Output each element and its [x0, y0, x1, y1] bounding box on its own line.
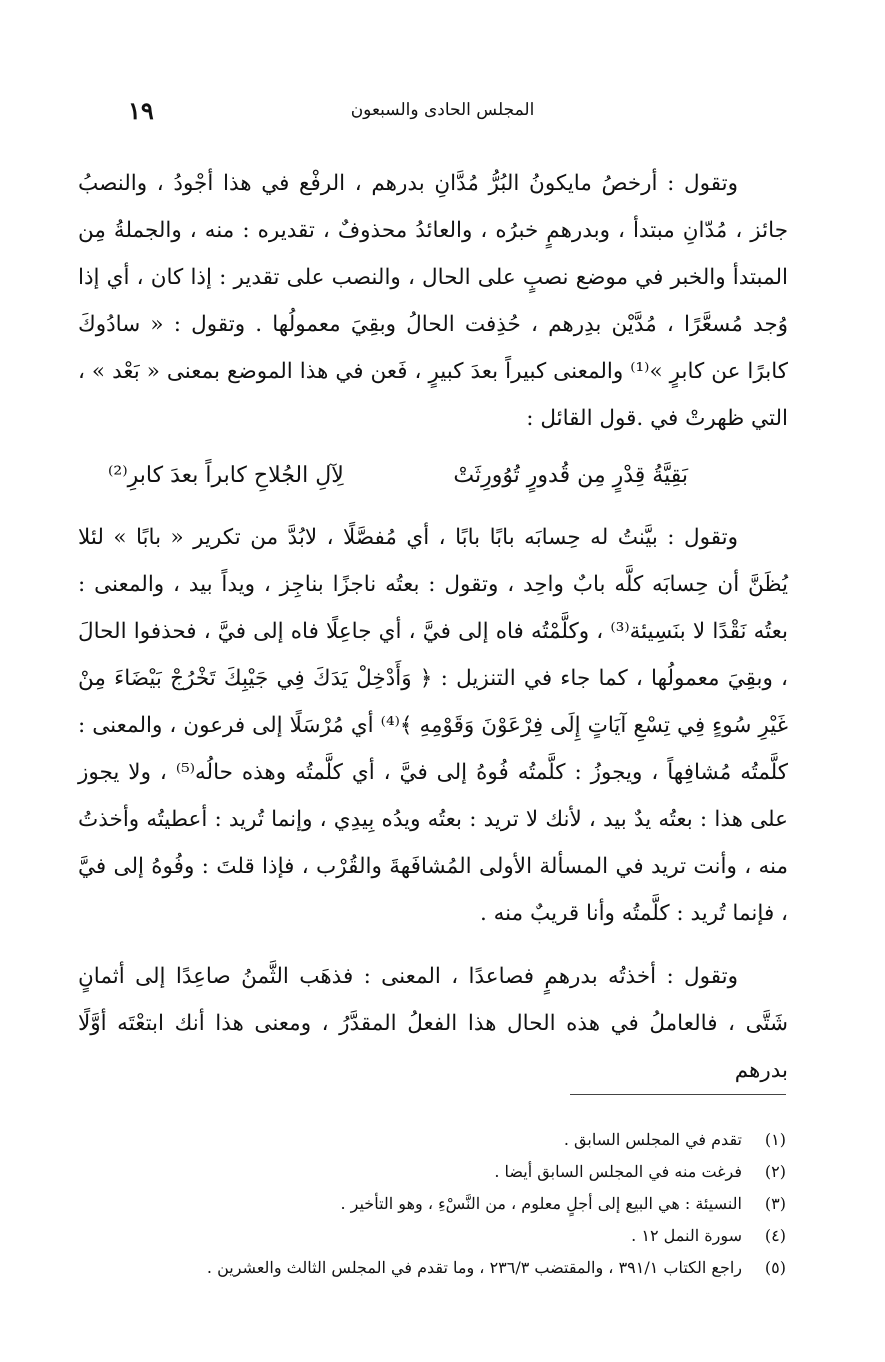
footnote-text: سورة النمل ١٢ . — [631, 1226, 742, 1245]
footnote-1 — [78, 1124, 786, 1156]
footnote-text: النسيئة : هي البيع إلى أجلٍ معلوم ، من النَّسْءِ ، وهو التأخير . — [340, 1194, 742, 1213]
verse-first-hemistich: بَقِيَّةُ قِدْرٍ مِن قُدورٍ تُوُورِثَتْ — [453, 463, 688, 488]
footnote-3 — [78, 1188, 786, 1220]
paragraph-3: وتقول : أخذتُه بدرهمٍ فصاعدًا ، المعنى : فذهَب الثَّمنُ صاعِدًا إلى أثمانٍ شَتَّى ، فالعاملُ في هذه الحال هذا الفعلُ المقدَّرُ ، ومعنى هذا أنك ابتعْتَه أوَّلًا بدرهم — [78, 964, 788, 1083]
footnote-number: (٣) — [764, 1194, 786, 1213]
body-text — [78, 160, 788, 1094]
footnote-number: (١) — [764, 1130, 786, 1149]
running-head: المجلس الحادى والسبعون — [350, 100, 535, 120]
footnote-number: (٤) — [764, 1226, 786, 1245]
paragraph-2: وتقول : بيَّنتُ له حِسابَه بابًا بابًا ، أي مُفصَّلًا ، لابُدَّ من تكرير « بابًا » لئلا يُظَنَّ أن حِسابَه كلَّه بابٌ واحِد ، وتقول : بعتُه ناجزًا بناجِز ، ويداً بيد ، والمعنى : بعتُه نَقْدًا لا بنَسِيئة⁽³⁾ ، وكلَّمْتُه فاه إلى فيَّ ، أي جاعِلًا فاه إلى فيَّ ، فحذفوا الحالَ ، وبقِيَ معمولُها ، كما جاء في التنزيل : ﴿ وَأَدْخِلْ يَدَكَ فِي جَيْبِكَ تَخْرُجْ بَيْضَاءَ مِنْ غَيْرِ سُوءٍ فِي تِسْعِ آيَاتٍ إِلَى فِرْعَوْنَ وَقَوْمِهِ ﴾⁽⁴⁾ أي مُرْسَلًا إلى فرعون ، والمعنى : كلَّمتُه مُشافِهاً ، ويجوزُ : كلَّمتُه فُوهُ إلى فيَّ ، أي كلَّمتُه وهذه حالُه⁽⁵⁾ ، ولا يجوز على هذا : بعتُه يدٌ بيد ، لأنك لا تريد : بعتُه ويدُه بِيدِي ، وإنما تُريد : أعطيتُه وأخذتُ منه ، وأنت تريد في المسألة الأولى المُشافَهةَ والقُرْب ، فإذا قلتَ : وفُوهُ إلى فيَّ ، فإنما تُريد : كلَّمتُه وأنا قريبٌ منه . — [78, 525, 788, 926]
footnote-4 — [78, 1220, 786, 1252]
footnote-text: راجع الكتاب ٣٩١/١ ، والمقتضب ٢٣٦/٣ ، وما تقدم في المجلس الثالث والعشرين . — [206, 1258, 742, 1277]
footnote-text: فرغت منه في المجلس السابق أيضا . — [494, 1162, 742, 1181]
footnote-number: (٥) — [764, 1258, 786, 1277]
verse-second-hemistich: لِآلِ الجُلاحِ كابراً بعدَ كابرِ⁽²⁾ — [108, 463, 344, 488]
page-header — [0, 96, 885, 132]
paragraph-1: وتقول : أرخصُ مايكونُ البُرُّ مُدَّانِ بدرهم ، الرفْع في هذا أجْودُ ، والنصبُ جائز ، مُدّانِ مبتدأ ، وبدرهمٍ خبرُه ، والعائدُ محذوفٌ ، تقديره : منه ، والجملةُ مِن المبتدأ والخبر في موضع نصبٍ على الحال ، والنصب على تقدير : إذا كان ، أي إذا وُجد مُسعَّرًا ، مُدَّيْن بدِرهم ، حُذِفت الحالُ وبقِيَ معمولُها . وتقول : « سادُوكَ كابرًا عن كابرٍ »⁽¹⁾ والمعنى كبيراً بعدَ كبيرٍ ، فَعن في هذا الموضع بمعنى « بَعْد » ، التي ظهرتْ في .قول القائل : — [78, 171, 788, 431]
footnote-separator — [570, 1094, 786, 1095]
footnote-5 — [78, 1252, 786, 1284]
page-number: ١٩ — [128, 96, 154, 125]
footnote-text: تقدم في المجلس السابق . — [563, 1130, 742, 1149]
footnotes — [78, 1124, 786, 1284]
poetry-verse — [78, 450, 788, 508]
footnote-number: (٢) — [764, 1162, 786, 1181]
footnote-2 — [78, 1156, 786, 1188]
